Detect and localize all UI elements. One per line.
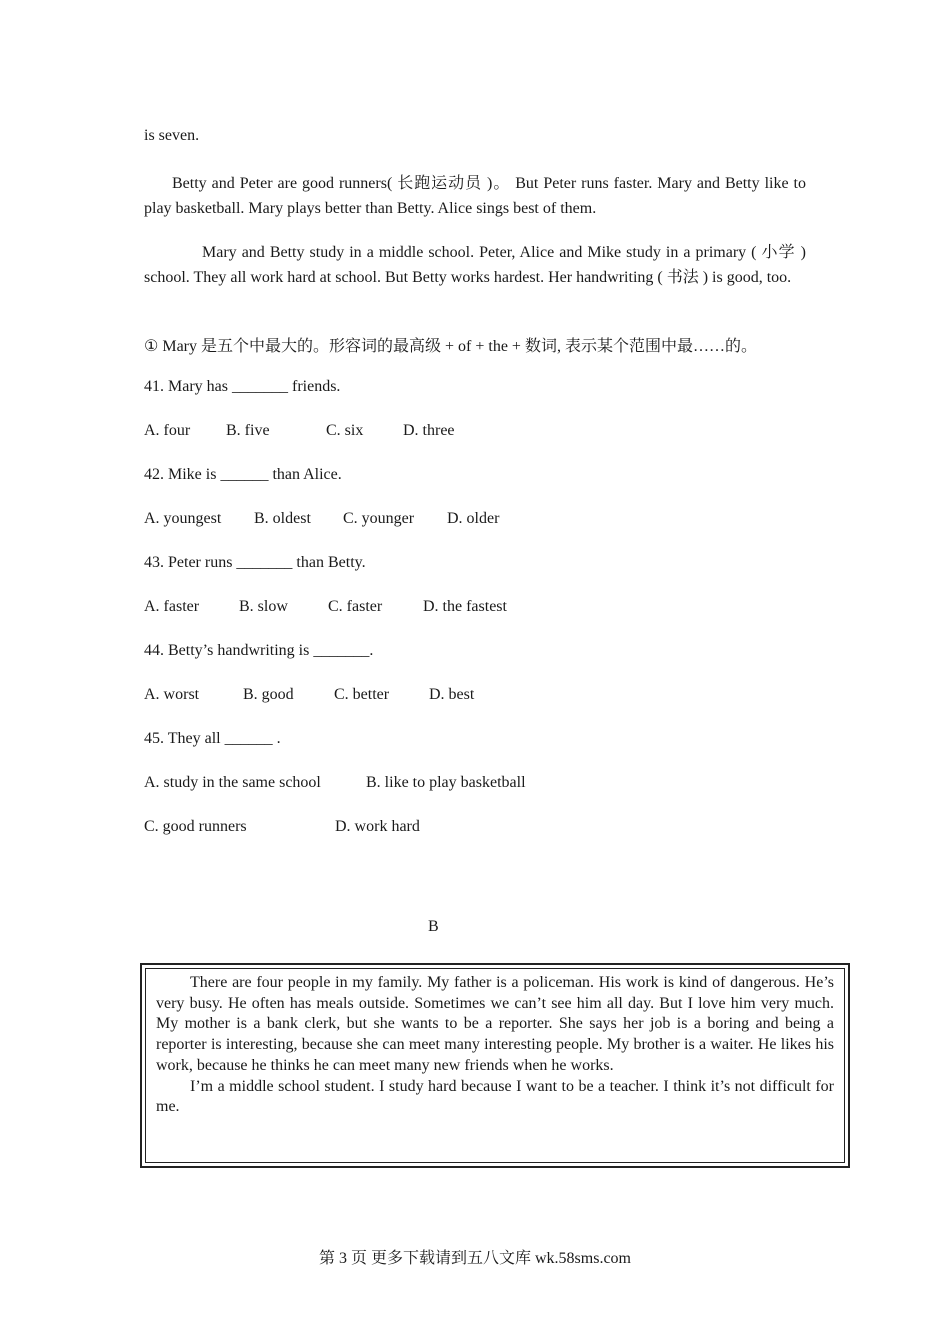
question-44-stem: 44. Betty’s handwriting is _______.: [144, 642, 374, 659]
passage-paragraph-school: Mary and Betty study in a middle school. Peter, Alice and Mike study in a primary ( 小学 ) school. They all work hard at school. But Betty works hardest. Her handwriting ( 书法 ) is good, too.: [144, 244, 806, 286]
option[interactable]: D. best: [429, 686, 475, 703]
option[interactable]: C. better: [334, 686, 390, 703]
option[interactable]: B. slow: [239, 598, 288, 615]
passage-box-text: [156, 973, 834, 1118]
option[interactable]: D. older: [447, 510, 500, 527]
passage-paragraph-runners: Betty and Peter are good runners( 长跑运动员 )。 But Peter runs faster. Mary and Betty like to play basketball. Mary plays better than Betty. Alice sings best of them.: [144, 175, 806, 217]
passage-line: is seven.: [144, 127, 200, 144]
option[interactable]: C. younger: [343, 510, 415, 527]
question-45-stem: 45. They all ______ .: [144, 730, 281, 747]
page-footer: 第 3 页 更多下载请到五八文库 wk.58sms.com: [318, 1250, 631, 1267]
option[interactable]: A. faster: [144, 598, 200, 615]
option[interactable]: C. good runners: [144, 818, 247, 835]
option[interactable]: D. work hard: [335, 818, 420, 835]
option[interactable]: C. faster: [328, 598, 383, 615]
option[interactable]: D. three: [403, 422, 455, 439]
option[interactable]: A. study in the same school: [144, 774, 321, 791]
question-42-stem: 42. Mike is ______ than Alice.: [144, 466, 342, 483]
option[interactable]: B. like to play basketball: [366, 774, 526, 791]
question-43-stem: 43. Peter runs _______ than Betty.: [144, 554, 366, 571]
passage-b-paragraph-student: I’m a middle school student. I study hard because I want to be a teacher. I think it’s not difficult for me.: [156, 1077, 834, 1116]
option[interactable]: B. oldest: [254, 510, 311, 527]
option[interactable]: C. six: [326, 422, 364, 439]
option[interactable]: A. worst: [144, 686, 200, 703]
option[interactable]: D. the fastest: [423, 598, 507, 615]
section-heading: B: [428, 918, 439, 935]
option[interactable]: A. four: [144, 422, 191, 439]
annotation-note: ① Mary 是五个中最大的。形容词的最高级 + of + the + 数词, 表示某个范围中最……的。: [144, 338, 757, 355]
option[interactable]: A. youngest: [144, 510, 222, 527]
question-41-stem: 41. Mary has _______ friends.: [144, 378, 341, 395]
passage-b-paragraph-family: There are four people in my family. My father is a policeman. His work is kind of dangerous. He’s very busy. He often has meals outside. Sometimes we can’t see him all day. But I love him very much. My mother is a bank clerk, but she wants to be a reporter. She says her job is a boring and being a reporter is interesting, because she can meet many interesting people. My brother is a waiter. He likes his work, because he thinks he can meet many new friends when he works.: [156, 974, 834, 1074]
option[interactable]: B. good: [243, 686, 294, 703]
option[interactable]: B. five: [226, 422, 270, 439]
